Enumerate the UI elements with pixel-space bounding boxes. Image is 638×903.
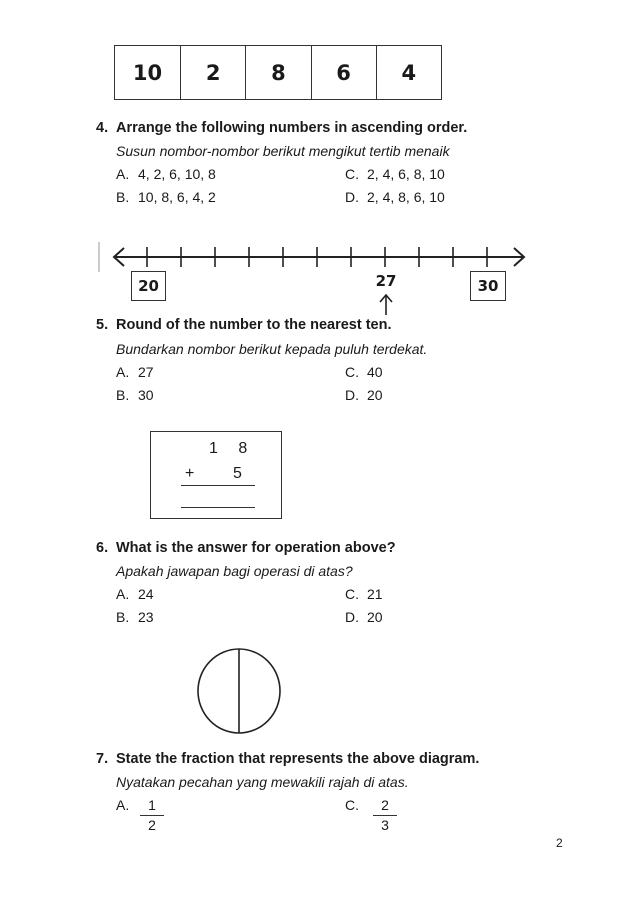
option-d[interactable]: D. 2, 4, 8, 6, 10: [345, 189, 445, 205]
question-text: What is the answer for operation above?: [116, 540, 396, 556]
option-b[interactable]: B. 30: [116, 387, 154, 403]
question-4-text: [96, 120, 467, 136]
addition-row: [185, 465, 242, 483]
fraction-denominator: 2: [148, 817, 156, 833]
fraction-denominator: 3: [381, 817, 389, 833]
number-box: 4: [376, 46, 441, 100]
option-b[interactable]: B. 23: [116, 609, 154, 625]
number-line-mark-label: 27: [375, 272, 397, 290]
option-a[interactable]: A. 27: [116, 364, 154, 380]
addition-bottom-number: 5: [233, 465, 242, 482]
option-d[interactable]: D. 20: [345, 387, 383, 403]
number-line-end-label: 30: [470, 271, 506, 301]
option-a-fraction[interactable]: [140, 797, 164, 834]
question-5-translation: Bundarkan nombor berikut kepada puluh terdekat.: [116, 341, 428, 357]
plus-operator: +: [185, 465, 195, 482]
number-box: 6: [311, 46, 376, 100]
option-b[interactable]: B. 10, 8, 6, 4, 2: [116, 189, 216, 205]
question-number: 5.: [96, 317, 109, 333]
fraction-numerator: 2: [381, 797, 389, 813]
addition-top-number: 1 8: [209, 440, 256, 457]
answer-line[interactable]: [181, 507, 255, 508]
question-text: Round of the number to the nearest ten.: [116, 317, 392, 333]
option-c[interactable]: C. 40: [345, 364, 383, 380]
fraction-bar: [140, 815, 164, 816]
question-number: 7.: [96, 751, 109, 767]
question-text: Arrange the following numbers in ascending order.: [116, 120, 468, 136]
question-4-translation: Susun nombor-nombor berikut mengikut tertib menaik: [116, 143, 450, 159]
question-7-text: [96, 751, 479, 767]
circle-fraction-diagram: [190, 645, 290, 737]
addition-box: [150, 431, 282, 519]
question-text: State the fraction that represents the above diagram.: [116, 751, 480, 767]
question-number: 6.: [96, 540, 109, 556]
question-number: 4.: [96, 120, 109, 136]
option-c[interactable]: C. 21: [345, 586, 383, 602]
option-a-letter[interactable]: A.: [116, 797, 130, 813]
page-number: 2: [556, 836, 563, 850]
question-5-text: [96, 317, 392, 333]
option-d[interactable]: D. 20: [345, 609, 383, 625]
number-line-start-label: 20: [131, 271, 166, 301]
fraction-numerator: 1: [148, 797, 156, 813]
number-box: 2: [181, 46, 246, 100]
number-box: 8: [246, 46, 311, 100]
option-a[interactable]: A. 24: [116, 586, 154, 602]
fraction-bar: [373, 815, 397, 816]
question-6-translation: Apakah jawapan bagi operasi di atas?: [116, 563, 353, 579]
sum-line: [181, 485, 255, 486]
question-6-text: [96, 540, 396, 556]
option-c-fraction[interactable]: [373, 797, 397, 834]
number-line-diagram: [0, 232, 638, 322]
option-c[interactable]: C. 2, 4, 6, 8, 10: [345, 166, 445, 182]
question-7-translation: Nyatakan pecahan yang mewakili rajah di atas.: [116, 774, 409, 790]
option-a[interactable]: A. 4, 2, 6, 10, 8: [116, 166, 216, 182]
number-boxes-table: [114, 45, 442, 100]
number-box: 10: [115, 46, 181, 100]
option-c-letter[interactable]: C.: [345, 797, 359, 813]
